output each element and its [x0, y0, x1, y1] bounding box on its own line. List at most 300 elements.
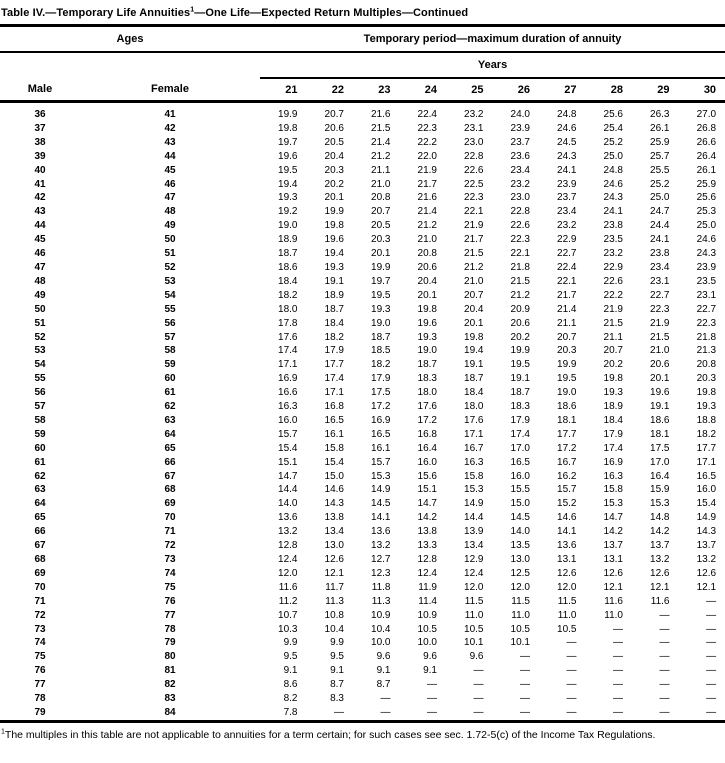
multiple-value-cell: 10.9	[417, 609, 437, 621]
multiple-value-cell: 19.8	[603, 373, 623, 385]
multiple-value-cell: 21.6	[417, 192, 437, 204]
multiple-value-cell: 21.8	[510, 261, 530, 273]
multiple-value-cell: 16.2	[557, 470, 577, 482]
multiple-value-cell: 21.1	[371, 164, 391, 176]
multiple-value-cell: 16.9	[278, 373, 298, 385]
table-row	[0, 525, 725, 539]
multiple-value-cell: 10.8	[324, 609, 344, 621]
male-age-cell: 45	[34, 234, 46, 246]
multiple-value-cell: 20.5	[324, 136, 344, 148]
table-row	[0, 678, 725, 692]
multiple-value-cell: 23.0	[510, 192, 530, 204]
multiple-value-cell: 23.0	[464, 136, 484, 148]
multiple-value-cell: 11.3	[371, 595, 391, 607]
multiple-value-cell: 20.1	[324, 192, 344, 204]
multiple-value-cell: —	[520, 706, 530, 718]
female-age-cell: 69	[164, 498, 176, 510]
multiple-value-cell: 18.3	[510, 401, 530, 413]
multiple-value-cell: 19.6	[324, 234, 344, 246]
male-age-cell: 56	[34, 387, 46, 399]
multiple-value-cell: 11.5	[464, 595, 484, 607]
multiple-value-cell: 25.6	[696, 192, 717, 204]
multiple-value-cell: 22.3	[417, 122, 437, 134]
multiple-value-cell: 10.5	[557, 623, 577, 635]
multiple-value-cell: 23.9	[510, 122, 530, 134]
multiple-value-cell: 19.3	[371, 303, 391, 315]
multiple-value-cell: —	[566, 651, 577, 663]
multiple-value-cell: 13.6	[371, 526, 391, 538]
female-age-cell: 71	[164, 526, 176, 538]
male-age-cell: 37	[34, 122, 46, 134]
multiple-value-cell: 10.7	[278, 609, 298, 621]
table-row	[0, 136, 725, 150]
multiple-value-cell: 16.1	[324, 428, 344, 440]
female-age-cell: 84	[164, 706, 176, 718]
multiple-value-cell: 11.3	[325, 595, 344, 607]
multiple-value-cell: 17.8	[278, 317, 298, 329]
multiple-value-cell: 14.4	[278, 484, 298, 496]
multiple-value-cell: 18.7	[510, 387, 530, 399]
multiple-value-cell: 18.0	[278, 303, 298, 315]
footnote-text: The multiples in this table are not applicable to annuities for a term certain; for such cases see sec. 1.72-5(c) of the Income Tax Regulations.	[4, 728, 656, 741]
multiple-value-cell: 19.0	[371, 317, 391, 329]
multiple-value-cell: 20.1	[417, 289, 437, 301]
multiple-value-cell: 22.4	[417, 109, 437, 120]
multiple-value-cell: 10.1	[510, 637, 530, 649]
multiple-value-cell: 20.4	[464, 303, 484, 315]
multiple-value-cell: 20.7	[464, 289, 484, 301]
female-age-cell: 73	[164, 554, 176, 565]
male-age-cell: 48	[34, 275, 46, 287]
multiple-value-cell: 21.2	[464, 261, 484, 273]
multiple-value-cell: 9.1	[283, 665, 298, 677]
multiple-value-cell: 9.9	[330, 637, 344, 649]
multiple-value-cell: 18.8	[696, 414, 717, 426]
multiple-value-cell: 21.9	[417, 164, 437, 176]
multiple-value-cell: 24.5	[557, 136, 577, 148]
table-title-pre: Table IV.—Temporary Life Annuities	[1, 7, 191, 19]
multiple-value-cell: 15.5	[510, 484, 530, 496]
table-row	[0, 539, 725, 553]
multiple-value-cell: 24.4	[650, 220, 670, 232]
multiple-value-cell: 11.5	[557, 595, 577, 607]
multiple-value-cell: 15.3	[650, 498, 670, 510]
multiple-value-cell: 9.1	[423, 665, 437, 677]
multiple-value-cell: —	[613, 679, 623, 691]
table-header	[0, 26, 725, 102]
table-row	[0, 428, 725, 442]
table-row	[0, 219, 725, 233]
multiple-value-cell: 22.1	[557, 275, 577, 287]
multiple-value-cell: 15.9	[650, 484, 670, 496]
multiple-value-cell: 24.8	[557, 109, 577, 120]
multiple-value-cell: —	[473, 679, 484, 691]
multiple-value-cell: 19.8	[696, 387, 717, 399]
multiple-value-cell: 13.2	[278, 526, 298, 538]
male-age-cell: 46	[34, 248, 46, 260]
multiple-value-cell: 15.2	[557, 498, 577, 510]
multiple-value-cell: —	[659, 637, 670, 649]
multiple-value-cell: —	[520, 679, 530, 691]
multiple-value-cell: 14.7	[603, 512, 623, 524]
multiple-value-cell: 12.0	[278, 567, 298, 579]
female-age-cell: 70	[164, 512, 176, 524]
years-label-row	[0, 52, 725, 78]
multiple-value-cell: 16.3	[603, 470, 623, 482]
multiple-value-cell: 24.6	[603, 178, 623, 190]
multiple-value-cell: 21.5	[510, 275, 530, 287]
multiple-value-cell: 25.0	[696, 220, 717, 232]
multiple-value-cell: —	[706, 651, 717, 663]
multiple-value-cell: —	[566, 693, 577, 705]
multiple-value-cell: 14.2	[603, 526, 623, 538]
multiple-value-cell: 22.3	[464, 192, 484, 204]
multiple-value-cell: 20.9	[510, 303, 530, 315]
multiple-value-cell: 12.3	[371, 567, 391, 579]
multiple-value-cell: 12.1	[696, 581, 717, 593]
multiple-value-cell: 21.7	[417, 178, 437, 190]
multiple-value-cell: 20.6	[324, 122, 344, 134]
multiple-value-cell: 20.4	[417, 275, 437, 287]
multiple-value-cell: 16.9	[603, 456, 623, 468]
multiple-value-cell: 10.5	[510, 623, 530, 635]
multiple-value-cell: 20.2	[603, 359, 623, 371]
multiple-value-cell: 19.0	[417, 345, 437, 357]
multiple-value-cell: 22.3	[510, 234, 530, 246]
multiple-value-cell: 13.3	[417, 540, 437, 552]
multiple-value-cell: 18.0	[464, 401, 484, 413]
multiple-value-cell: 13.2	[650, 554, 670, 565]
multiple-value-cell: 12.4	[278, 554, 298, 565]
multiple-value-cell: 16.5	[324, 414, 344, 426]
multiple-value-cell: 14.2	[650, 526, 670, 538]
multiple-value-cell: 21.6	[371, 109, 391, 120]
multiple-value-cell: 22.4	[557, 261, 577, 273]
multiple-value-cell: 19.0	[278, 220, 298, 232]
multiple-value-cell: 14.1	[371, 512, 391, 524]
multiple-value-cell: 23.2	[464, 109, 484, 120]
multiple-value-cell: 21.9	[603, 303, 623, 315]
multiple-value-cell: 14.3	[324, 498, 344, 510]
female-age-cell: 62	[164, 401, 176, 413]
female-age-cell: 47	[164, 192, 176, 204]
table-row	[0, 623, 725, 637]
multiple-value-cell: 18.7	[278, 248, 298, 260]
multiple-value-cell: 17.1	[324, 387, 344, 399]
male-age-cell: 71	[34, 595, 46, 607]
multiple-value-cell: —	[427, 706, 437, 718]
multiple-value-cell: 18.1	[650, 428, 670, 440]
multiple-value-cell: 19.3	[603, 387, 623, 399]
multiple-value-cell: 24.8	[603, 164, 623, 176]
multiple-value-cell: 11.6	[604, 595, 623, 607]
multiple-value-cell: 19.9	[324, 206, 344, 218]
multiple-value-cell: 18.2	[696, 428, 717, 440]
multiple-value-cell: 21.4	[557, 303, 577, 315]
multiple-value-cell: 18.7	[324, 303, 344, 315]
multiple-value-cell: 19.3	[696, 401, 717, 413]
male-age-cell: 44	[34, 220, 46, 232]
multiple-value-cell: 15.7	[557, 484, 577, 496]
multiple-value-cell: 22.0	[417, 150, 437, 162]
multiple-value-cell: 17.1	[278, 359, 298, 371]
multiple-value-cell: 16.5	[510, 456, 530, 468]
multiple-value-cell: 15.8	[464, 470, 484, 482]
multiple-value-cell: 22.7	[696, 303, 717, 315]
table-row	[0, 164, 725, 178]
male-age-cell: 47	[34, 261, 46, 273]
female-age-cell: 75	[164, 581, 176, 593]
multiple-value-cell: 13.0	[324, 540, 344, 552]
multiple-value-cell: 17.9	[324, 345, 344, 357]
multiple-value-cell: 19.9	[278, 109, 298, 120]
multiple-value-cell: 14.9	[464, 498, 484, 510]
multiple-value-cell: 19.5	[371, 289, 391, 301]
multiple-value-cell: 10.3	[278, 623, 298, 635]
multiple-value-cell: 19.3	[324, 261, 344, 273]
multiple-value-cell: 25.0	[603, 150, 623, 162]
multiple-value-cell: 14.1	[557, 526, 577, 538]
annuity-multiples-table	[0, 24, 725, 723]
multiple-value-cell: 13.8	[417, 526, 437, 538]
table-row	[0, 261, 725, 275]
multiple-value-cell: 20.7	[324, 109, 344, 120]
multiple-value-cell: 23.7	[510, 136, 530, 148]
multiple-value-cell: 16.5	[371, 428, 391, 440]
multiple-value-cell: 12.1	[603, 581, 623, 593]
ages-group-header: Ages	[0, 26, 260, 53]
multiple-value-cell: 19.3	[417, 331, 437, 343]
table-row	[0, 553, 725, 567]
multiple-value-cell: 18.6	[650, 414, 670, 426]
multiple-value-cell: 18.9	[324, 289, 344, 301]
table-row	[0, 372, 725, 386]
multiple-value-cell: 8.6	[283, 679, 298, 691]
multiple-value-cell: —	[613, 651, 623, 663]
table-row	[0, 191, 725, 205]
multiple-value-cell: 19.5	[557, 373, 577, 385]
multiple-value-cell: 18.7	[464, 373, 484, 385]
multiple-value-cell: 16.8	[324, 401, 344, 413]
multiple-value-cell: —	[613, 706, 623, 718]
multiple-value-cell: 18.4	[324, 317, 344, 329]
year-column-header-27: 27	[539, 78, 586, 102]
multiple-value-cell: 23.6	[510, 150, 530, 162]
multiple-value-cell: 23.9	[557, 178, 577, 190]
multiple-value-cell: 13.9	[464, 526, 484, 538]
multiple-value-cell: 22.5	[464, 178, 484, 190]
multiple-value-cell: 16.1	[371, 442, 391, 454]
multiple-value-cell: 16.7	[464, 442, 484, 454]
multiple-value-cell: 15.4	[324, 456, 344, 468]
multiple-value-cell: 21.5	[464, 248, 484, 260]
multiple-value-cell: —	[659, 665, 670, 677]
female-age-cell: 43	[164, 136, 176, 148]
multiple-value-cell: 19.9	[510, 345, 530, 357]
multiple-value-cell: 16.9	[371, 414, 391, 426]
multiple-value-cell: 25.6	[603, 109, 623, 120]
year-column-header-24: 24	[400, 78, 447, 102]
multiple-value-cell: 16.5	[696, 470, 717, 482]
table-row	[0, 233, 725, 247]
multiple-value-cell: —	[380, 693, 391, 705]
multiple-value-cell: —	[613, 637, 623, 649]
multiple-value-cell: 20.7	[603, 345, 623, 357]
year-column-header-28: 28	[586, 78, 633, 102]
temporary-period-group-header: Temporary period—maximum duration of annuity	[260, 26, 725, 53]
multiple-value-cell: 19.6	[278, 150, 298, 162]
multiple-value-cell: 19.1	[324, 275, 344, 287]
multiple-value-cell: 21.2	[417, 220, 437, 232]
multiple-value-cell: 17.5	[371, 387, 391, 399]
male-age-cell: 58	[34, 414, 46, 426]
multiple-value-cell: 16.3	[464, 456, 484, 468]
multiple-value-cell: 14.9	[696, 512, 717, 524]
multiple-value-cell: 26.6	[696, 136, 717, 148]
multiple-value-cell: 10.9	[371, 609, 391, 621]
multiple-value-cell: 23.9	[696, 261, 717, 273]
male-age-cell: 65	[34, 512, 46, 524]
female-age-cell: 53	[164, 275, 176, 287]
multiple-value-cell: —	[473, 665, 484, 677]
male-age-cell: 74	[34, 637, 46, 649]
multiple-value-cell: 19.7	[371, 275, 391, 287]
male-age-cell: 77	[34, 679, 46, 691]
multiple-value-cell: 12.4	[417, 567, 437, 579]
multiple-value-cell: 21.3	[696, 345, 717, 357]
multiple-value-cell: 10.5	[417, 623, 437, 635]
table-row	[0, 122, 725, 136]
female-age-cell: 44	[164, 150, 176, 162]
year-column-header-22: 22	[307, 78, 354, 102]
multiple-value-cell: 21.1	[603, 331, 623, 343]
multiple-value-cell: 12.8	[417, 554, 437, 565]
multiple-value-cell: 19.8	[278, 122, 298, 134]
multiple-value-cell: 11.9	[418, 581, 437, 593]
multiple-value-cell: 18.9	[603, 401, 623, 413]
multiple-value-cell: 17.2	[557, 442, 577, 454]
multiple-value-cell: 23.1	[650, 275, 670, 287]
multiple-value-cell: 12.4	[464, 567, 484, 579]
multiple-value-cell: 12.0	[464, 581, 484, 593]
multiple-value-cell: 13.4	[324, 526, 344, 538]
multiple-value-cell: 13.0	[510, 554, 530, 565]
multiple-value-cell: 17.7	[696, 442, 717, 454]
multiple-value-cell: 15.1	[278, 456, 298, 468]
multiple-value-cell: 16.8	[417, 428, 437, 440]
header-group-row	[0, 26, 725, 53]
female-age-cell: 64	[164, 428, 176, 440]
table-row	[0, 664, 725, 678]
multiple-value-cell: 25.0	[650, 192, 670, 204]
multiple-value-cell: 21.0	[464, 275, 484, 287]
multiple-value-cell: 17.4	[324, 373, 344, 385]
multiple-value-cell: 15.7	[371, 456, 391, 468]
male-age-cell: 76	[34, 665, 46, 677]
multiple-value-cell: —	[659, 706, 670, 718]
multiple-value-cell: 10.4	[324, 623, 344, 635]
multiple-value-cell: 13.1	[557, 554, 577, 565]
multiple-value-cell: 12.8	[278, 540, 298, 552]
multiple-value-cell: 17.7	[324, 359, 344, 371]
year-column-header-23: 23	[353, 78, 400, 102]
multiple-value-cell: 16.0	[417, 456, 437, 468]
multiple-value-cell: 14.9	[371, 484, 391, 496]
multiple-value-cell: 19.4	[464, 345, 484, 357]
male-age-cell: 66	[34, 526, 46, 538]
multiple-value-cell: 11.4	[418, 595, 437, 607]
multiple-value-cell: 12.7	[371, 554, 391, 565]
years-group-header: Years	[260, 52, 725, 78]
multiple-value-cell: 8.2	[283, 693, 298, 705]
male-age-cell: 52	[34, 331, 46, 343]
multiple-value-cell: 19.1	[510, 373, 530, 385]
male-age-cell: 59	[34, 428, 46, 440]
multiple-value-cell: 12.6	[650, 567, 670, 579]
multiple-value-cell: 19.4	[324, 248, 344, 260]
table-row	[0, 400, 725, 414]
multiple-value-cell: 14.8	[650, 512, 670, 524]
multiple-value-cell: 14.0	[510, 526, 530, 538]
multiple-value-cell: 19.1	[464, 359, 484, 371]
male-age-cell: 36	[34, 109, 46, 120]
male-column-header: Male	[0, 78, 80, 102]
multiple-value-cell: 14.6	[557, 512, 577, 524]
male-age-cell: 49	[34, 289, 46, 301]
multiple-value-cell: 17.6	[278, 331, 298, 343]
multiple-value-cell: 19.9	[557, 359, 577, 371]
multiple-value-cell: 15.4	[696, 498, 717, 510]
female-age-cell: 67	[164, 470, 176, 482]
male-age-cell: 68	[34, 554, 46, 565]
multiple-value-cell: 10.0	[371, 637, 391, 649]
female-age-cell: 80	[164, 651, 176, 663]
table-row	[0, 331, 725, 345]
multiple-value-cell: 19.6	[417, 317, 437, 329]
multiple-value-cell: 14.4	[464, 512, 484, 524]
multiple-value-cell: —	[659, 693, 670, 705]
multiple-value-cell: 19.7	[278, 136, 298, 148]
multiple-value-cell: —	[473, 706, 484, 718]
multiple-value-cell: 15.1	[417, 484, 437, 496]
table-footnote	[0, 723, 725, 743]
female-age-cell: 72	[164, 540, 176, 552]
footnote-marker: 1	[1, 728, 5, 736]
female-age-cell: 81	[164, 665, 176, 677]
multiple-value-cell: 21.2	[371, 150, 391, 162]
multiple-value-cell: 19.1	[650, 401, 670, 413]
multiple-value-cell: 10.0	[417, 637, 437, 649]
multiple-value-cell: 19.4	[278, 178, 298, 190]
multiple-value-cell: 13.2	[696, 554, 717, 565]
multiple-value-cell: 20.4	[324, 150, 344, 162]
multiple-value-cell: 17.7	[557, 428, 577, 440]
multiple-value-cell: 21.2	[510, 289, 530, 301]
table-row	[0, 650, 725, 664]
multiple-value-cell: 26.3	[650, 109, 670, 120]
multiple-value-cell: 22.8	[510, 206, 530, 218]
female-age-cell: 55	[164, 303, 176, 315]
table-row	[0, 706, 725, 721]
multiple-value-cell: 21.0	[371, 178, 391, 190]
table-title-footnote-marker: 1	[190, 6, 195, 14]
multiple-value-cell: 16.3	[278, 401, 298, 413]
year-column-header-29: 29	[632, 78, 679, 102]
multiple-value-cell: 12.6	[324, 554, 344, 565]
multiple-value-cell: 13.7	[696, 540, 717, 552]
multiple-value-cell: —	[659, 623, 670, 635]
multiple-value-cell: 22.1	[464, 206, 484, 218]
